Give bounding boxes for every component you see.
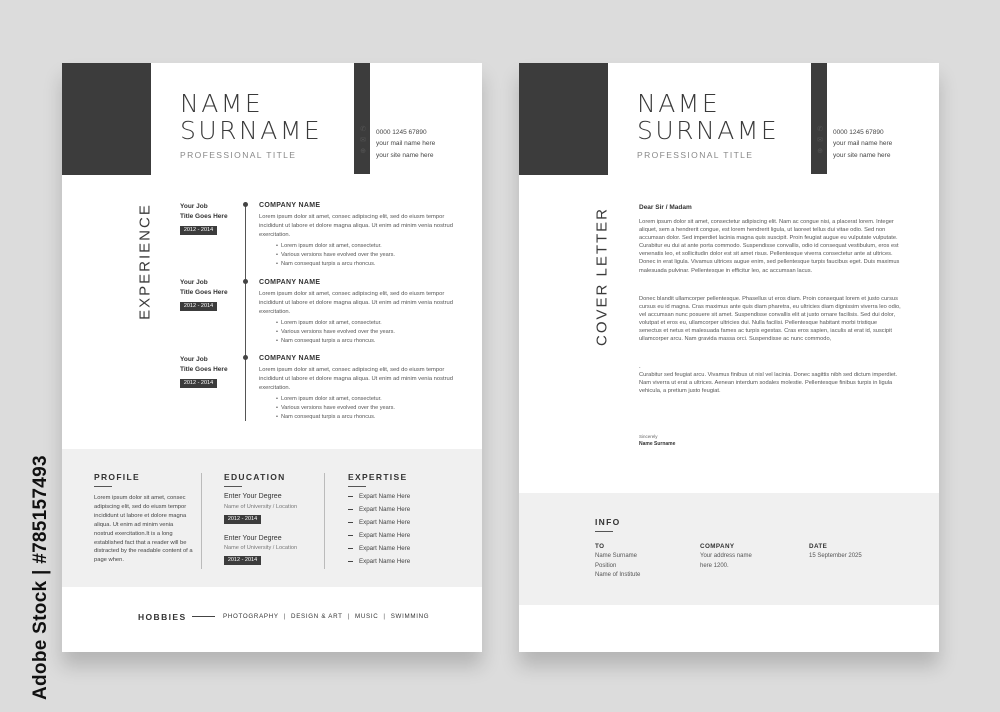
mail-icon: ✉ [817,137,823,144]
job-description: Lorem ipsum dolor sit amet, consec adipiscing elit, sed do eiusm tempor incididunt ut labore et dolore magna aliqua. Ut enim ad minim venia nostrud exercitation. [259,214,453,238]
info-company-label: COMPANY [700,543,735,550]
stock-watermark [6,455,51,700]
job-description: Lorem ipsum dolor sit amet, consec adipiscing elit, sed do eiusm tempor incididunt ut labore et dolore magna aliqua. Ut enim ad minim venia nostrud exercitation. [259,367,453,391]
info-company-line: Your address name [700,553,752,559]
job-title-line: Title Goes Here [180,213,228,220]
hobby-item: PHOTOGRAPHY [223,613,279,620]
cover-name-last: SURNAME [637,116,780,145]
job-title-line: Title Goes Here [180,289,228,296]
contact-info [376,127,435,161]
hobby-item: MUSIC [354,613,379,620]
info-company-value [700,552,752,571]
section-rule [224,486,242,487]
section-rule [348,486,366,487]
education-university: Name of University / Location [224,504,298,510]
info-to-value [595,552,640,581]
info-to-line: Position [595,562,617,569]
mail-icon: ✉ [360,137,366,144]
job-title [180,355,228,375]
hobbies-rule [192,616,215,617]
timeline-dot [243,202,248,207]
cover-letter-page [519,63,939,652]
expertise-item: Expart Name Here [348,532,410,539]
contact-email: your mail name here [833,140,893,148]
expertise-item: Expart Name Here [348,493,410,500]
education-heading: EDUCATION [224,472,286,482]
bullet-item: • Various versions have evolved over the years. [282,328,395,337]
stock-watermark-text: Adobe Stock | #785157493 [30,455,51,700]
contact-email: your mail name here [376,140,436,148]
hobby-item: DESIGN & ART [291,613,343,620]
bullet-item: • Nam consequat turpis a arcu rhoncus. [282,260,395,269]
letter-signature: Name Surname [639,441,676,447]
bullet-item: • Nam consequat turpis a arcu rhoncus. [282,337,395,346]
info-company-line: here 1200. [700,562,729,569]
contact-icons [359,126,369,159]
contact-phone: 0000 1245 67890 [376,129,427,136]
expertise-item: Expart Name Here [348,558,410,565]
info-date-label: DATE [809,543,828,550]
date-badge: 2012 - 2014 [180,226,217,235]
date-badge: 2012 - 2014 [180,379,217,388]
job-description: Lorem ipsum dolor sit amet, consec adipiscing elit, sed do eiusm tempor incididunt ut labore et dolore magna aliqua. Ut enim ad minim venia nostrud exercitation. [259,291,453,315]
job-title [180,278,228,298]
company-name: COMPANY NAME [259,202,321,209]
bullet-item: • Lorem ipsum dolor sit amet, consectetur. [282,319,395,328]
info-to-label: TO [595,543,605,550]
job-title [180,202,228,222]
cover-letter-heading: COVER LETTER [593,206,611,347]
expertise-item: Expart Name Here [348,545,410,552]
education-dates-badge: 2012 - 2014 [224,556,261,565]
section-rule [94,486,112,487]
contact-phone: 0000 1245 67890 [833,129,884,136]
job-bullets [282,395,395,422]
bullet-item: • Various versions have evolved over the years. [282,251,395,260]
letter-closing: Sincerely [639,434,658,439]
contact-info [833,127,892,161]
profile-heading: PROFILE [94,472,140,482]
letter-salutation: Dear Sir / Madam [639,204,692,211]
header-dark-block [519,63,608,175]
company-name: COMPANY NAME [259,279,321,286]
info-to-line: Name Surname [595,553,638,559]
contact-icons [816,126,826,159]
phone-icon: ✆ [360,126,366,133]
expertise-heading: EXPERTISE [348,472,408,482]
bullet-item: • Nam consequat turpis a arcu rhoncus. [282,413,395,422]
contact-website: your site name here [833,151,891,159]
timeline-dot [243,279,248,284]
education-dates-badge: 2012 - 2014 [224,515,261,524]
profile-text: Lorem ipsum dolor sit amet, consec adipiscing elit, sed do eiusm tempor incididunt ut labore et dolore magna aliqua. Ut enim ad minim venia nostrud exercitation.It is a long established fact that a reader will be distracted by the readable content of a page when. [94,495,193,564]
column-divider [324,473,325,569]
company-name: COMPANY NAME [259,355,321,362]
expertise-item: Expart Name Here [348,519,410,526]
info-heading: INFO [595,517,621,527]
hobby-separator: | [347,613,350,620]
hobby-separator: | [383,613,386,620]
column-divider [201,473,202,569]
letter-dot: . [639,364,641,370]
date-badge: 2012 - 2014 [180,302,217,311]
cover-name-first: NAME [637,89,721,118]
expertise-item: Expart Name Here [348,506,410,513]
letter-paragraph: Donec blandit ullamcorper pellentesque. Phasellus ut eros diam. Proin consequat lorem et justo cursus cursus eu id magna. Cras maximus ante quis diam pharetra, eu ultricies diam dignissim viverra leo odio, vel accumsan nunc posuere sit amet. Suspendisse convallis elit at justo ornare facilisis. Sed dui dolor, volutpat et eros eu, ullamcorper ultricies dui. Nulla facilisi. Pellentesque habitant morbi tristique senectus et netus et malesuada fames ac turpis egestas. Cras eros sapien, iaculis at erat id, suscipit ullamcorper arcu. Nam gravida massa orci. Suspendisse ac nunc commodo, [639,296,901,343]
letter-paragraph: Lorem ipsum dolor sit amet, consectetur adipiscing elit. Nam ac congue nisi, a placerat lorem. Integer aliquet, sem a hendrerit congue, est lorem hendrerit ligula, ut laoreet tellus dui vitae odio. Sed non accumsan dolor. Sed imperdiet lacinia magna quis suscipit. Proin feugiat augue eu vulputate vulputate. Curabitur eu dui at ante porta commodo. Suspendisse convallis, odio id consequat vestibulum, eros est venenatis leo, et sollicitudin dolor est sit amet risus. Pellentesque viverra consectetur ante at ultrices. Donec in erat ligula. Vivamus ultrices augue enim, sed pellentesque turpis faucibus eget. Duis maximus malesuada pulvinar. Pellentesque in efficitur leo, ac accumsan lacus. [639,219,900,274]
resume-page [62,63,482,652]
info-to-line: Name of Institute [595,572,641,579]
experience-heading: EXPERIENCE [136,203,154,320]
bullet-item: • Various versions have evolved over the years. [282,404,395,413]
education-degree: Enter Your Degree [224,493,282,500]
education-university: Name of University / Location [224,545,298,551]
resume-professional-title: PROFESSIONAL TITLE [180,150,297,160]
section-rule [595,531,613,532]
job-bullets [282,319,395,346]
letter-paragraph: Curabitur sed feugiat arcu. Vivamus finibus ut nisl vel lacinia. Donec sagittis nibh sed dictum imperdiet. Nam viverra ut erat a ultrices. Aenean interdum sodales molestie. Pellentesque finibus turpis in ligula vehicula, a pretium justo feugiat. [639,372,898,395]
globe-icon: ⊕ [817,148,823,155]
hobby-separator: | [283,613,287,620]
globe-icon: ⊕ [360,148,366,155]
job-title-line: Your Job [180,279,208,286]
resume-name-last: SURNAME [180,116,323,145]
job-title-line: Your Job [180,356,208,363]
timeline-line [245,205,246,421]
hobby-item: SWIMMING [390,613,430,620]
job-title-line: Your Job [180,203,208,210]
job-bullets [282,242,395,269]
bullet-item: • Lorem ipsum dolor sit amet, consectetur. [282,395,395,404]
header-dark-block [62,63,151,175]
hobbies-list [223,613,429,620]
phone-icon: ✆ [817,126,823,133]
job-title-line: Title Goes Here [180,366,228,373]
info-date-value: 15 September 2025 [809,553,862,559]
education-degree: Enter Your Degree [224,535,282,542]
contact-website: your site name here [376,151,434,159]
resume-name-first: NAME [180,89,264,118]
cover-professional-title: PROFESSIONAL TITLE [637,150,754,160]
timeline-dot [243,355,248,360]
hobbies-heading: HOBBIES [138,612,187,622]
bullet-item: • Lorem ipsum dolor sit amet, consectetur. [282,242,395,251]
